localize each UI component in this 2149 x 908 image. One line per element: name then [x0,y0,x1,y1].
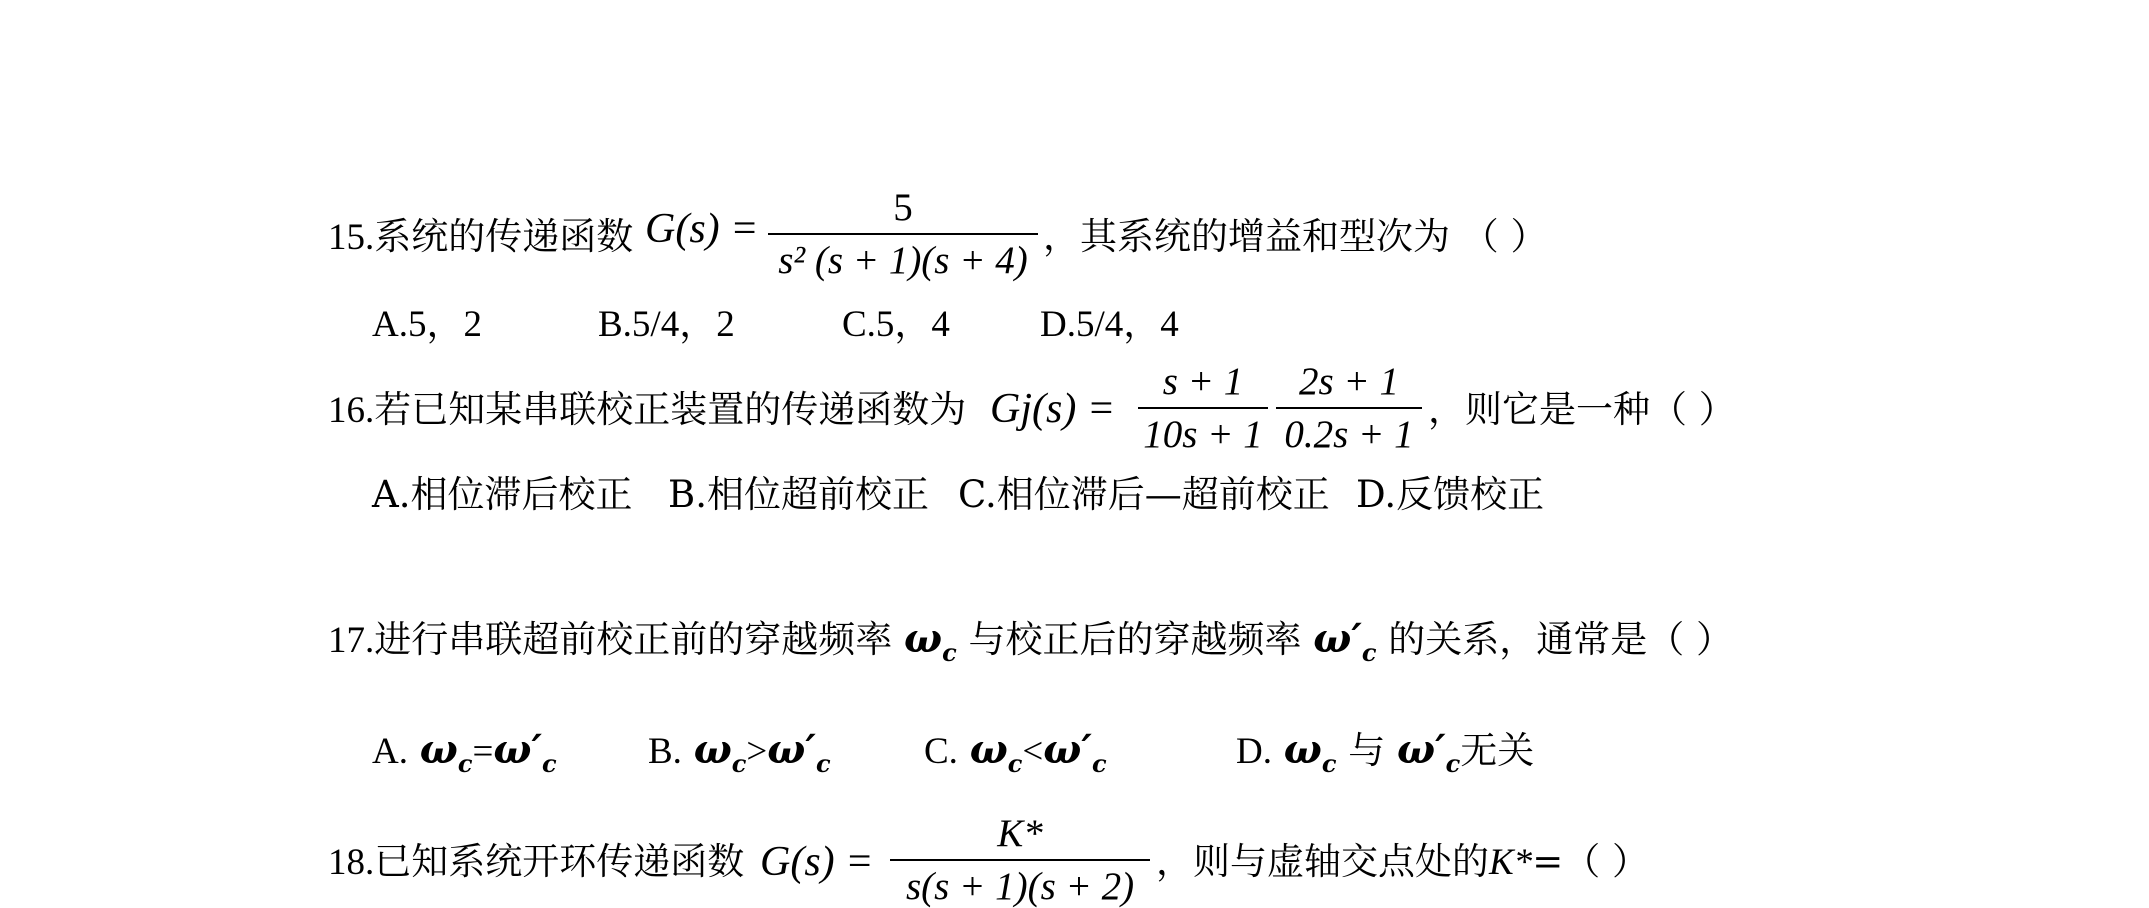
q17-option-a[interactable]: A. $\omega_c=\omega'_c$ [372,726,557,778]
q18-fraction [890,814,1150,906]
q16-option-a[interactable]: A.相位滞后校正 [372,473,633,516]
q18-text-after: ，则与虚轴交点处的K*=（ ） [1156,840,1649,883]
q18-text-before: 已知系统开环传递函数 [374,840,745,883]
q17-omega-c-prime: $\omega'_c$ [1313,615,1377,667]
q18-numerator: K* [997,812,1043,855]
q15-stem [328,215,634,258]
q15-option-d[interactable]: D.5/4，4 [1040,304,1179,345]
q16-stem [328,388,967,431]
q15-option-b[interactable]: B.5/4，2 [598,304,735,345]
q15-text-after: ，其系统的增益和型次为 （ ） [1043,215,1548,258]
q18-fraction-bar [890,859,1150,861]
q15-text-before: 系统的传递函数 [374,215,634,258]
q16-fraction-1 [1138,362,1268,454]
q15-denominator: s² (s + 1)(s + 4) [778,239,1028,282]
q16-text-after: ，则它是一种（ ） [1428,388,1736,431]
q16-option-d[interactable]: D.反馈校正 [1356,473,1545,516]
q16-option-c[interactable]: C.相位滞后—超前校正 [958,473,1330,516]
q15-option-c[interactable]: C.5，4 [842,304,950,345]
q17-text-part3: 的关系，通常是（ ） [1388,618,1734,661]
q15-number: 15. [328,217,375,258]
q17-omega-c: $\omega_c$ [904,615,957,667]
q16-frac1-bar [1138,407,1268,409]
q17-option-b[interactable]: B. $\omega_c>\omega'_c$ [648,726,831,778]
q17-option-c[interactable]: C. $\omega_c<\omega'_c$ [924,726,1107,778]
q17-option-d[interactable]: D. $\omega_c$ 与 $\omega'_c$无关 [1236,726,1535,778]
q16-frac2-numerator: 2s + 1 [1299,360,1399,403]
q18-formula-lhs: G(s) = [760,839,874,885]
q15-fraction [768,188,1038,280]
q16-frac1-denominator: 10s + 1 [1143,413,1263,456]
q15-fraction-bar [768,233,1038,235]
q16-option-b[interactable]: B.相位超前校正 [668,473,929,516]
q17-number: 17. [328,620,375,661]
q15-option-a[interactable]: A.5，2 [372,304,482,345]
q18-denominator: s(s + 1)(s + 2) [905,865,1135,908]
q18-k-star: K* [1489,842,1533,883]
q16-text-before: 若已知某串联校正装置的传递函数为 [374,388,967,431]
q16-frac2-denominator: 0.2s + 1 [1284,413,1414,456]
q16-frac2-bar [1276,407,1422,409]
q16-formula-lhs: Gj(s) = [990,386,1116,432]
q18-number: 18. [328,842,375,883]
q17-text-part1: 进行串联超前校正前的穿越频率 [374,618,893,661]
q16-frac1-numerator: s + 1 [1162,360,1244,403]
q15-formula-lhs: G(s) = [645,206,759,252]
q15-numerator: 5 [893,186,913,229]
q18-stem [328,840,745,883]
q16-number: 16. [328,390,375,431]
q17-stem [328,615,1734,667]
q16-fraction-2 [1276,362,1422,454]
q17-text-part2: 与校正后的穿越频率 [968,618,1302,661]
